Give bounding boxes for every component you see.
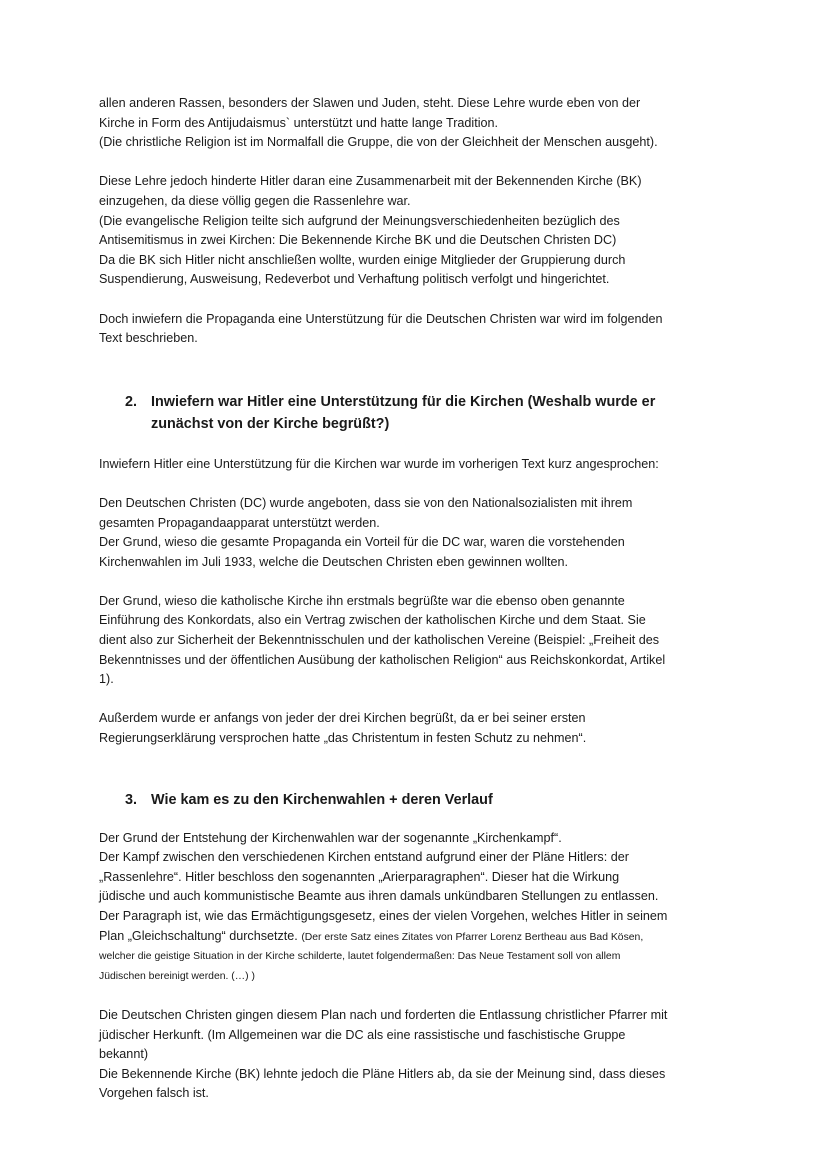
document-body bbox=[99, 94, 739, 1124]
text-line: (Die christliche Religion ist im Normalfall die Gruppe, die von der Gleichheit der Menschen ausgeht). bbox=[99, 135, 658, 150]
text-line: Antisemitismus in zwei Kirchen: Die Bekennende Kirche BK und die Deutschen Christen DC) bbox=[99, 233, 617, 248]
text-segment: Plan „Gleichschaltung“ durchsetzte. bbox=[99, 928, 302, 943]
paragraph-regierungserklaerung bbox=[99, 709, 739, 748]
paragraph-bekennende-kirche bbox=[99, 172, 739, 290]
heading-line: Wie kam es zu den Kirchenwahlen + deren Verlauf bbox=[151, 791, 493, 808]
text-line: Der Grund, wieso die katholische Kirche ihn erstmals begrüßte war die ebenso oben genannte bbox=[99, 593, 625, 608]
quote-text-small: Jüdischen bereinigt werden. (…) ) bbox=[99, 970, 255, 982]
section-heading-2 bbox=[99, 391, 739, 435]
text-line: einzugehen, da diese völlig gegen die Rassenlehre war. bbox=[99, 193, 411, 208]
text-line: Suspendierung, Ausweisung, Redeverbot und Verhaftung politisch verfolgt und hingerichtet. bbox=[99, 272, 610, 287]
text-line: Der Paragraph ist, wie das Ermächtigungsgesetz, eines der vielen Vorgehen, welches Hitler in seinem bbox=[99, 909, 668, 923]
text-line: Außerdem wurde er anfangs von jeder der drei Kirchen begrüßt, da er bei seiner ersten bbox=[99, 711, 586, 726]
paragraph-propaganda-transition bbox=[99, 310, 739, 349]
text-line: Der Kampf zwischen den verschiedenen Kirchen entstand aufgrund einer der Pläne Hitlers: der bbox=[99, 850, 629, 865]
text-line: jüdische und auch kommunistische Beamte aus ihren damals unkündbaren Stellungen zu entlassen. bbox=[99, 889, 659, 904]
paragraph-dc-bk-positions bbox=[99, 1006, 739, 1104]
text-line: Kirche in Form des Antijudaismus` unterstützt und hatte lange Tradition. bbox=[99, 115, 499, 130]
text-line: gesamten Propagandaapparat unterstützt werden. bbox=[99, 515, 380, 530]
text-line: Kirchenwahlen im Juli 1933, welche die Deutschen Christen eben gewinnen wollten. bbox=[99, 554, 569, 569]
text-line: bekannt) bbox=[99, 1047, 149, 1062]
section-number: 3. bbox=[125, 791, 138, 808]
text-line: allen anderen Rassen, besonders der Slawen und Juden, steht. Diese Lehre wurde eben von der bbox=[99, 96, 641, 110]
text-line: Die Deutschen Christen gingen diesem Plan nach und forderten die Entlassung christlicher Pfarrer mit bbox=[99, 1007, 668, 1022]
text-line: Regierungserklärung versprochen hatte „das Christentum in festen Schutz zu nehmen“. bbox=[99, 731, 587, 746]
text-line: Bekenntnisses und der öffentlichen Ausübung der katholischen Religion“ aus Reichskonkordat, Artikel bbox=[99, 652, 666, 667]
text-line: Der Grund der Entstehung der Kirchenwahlen war der sogenannte „Kirchenkampf“. bbox=[99, 830, 562, 845]
text-line: Inwiefern Hitler eine Unterstützung für die Kirchen war wurde im vorherigen Text kurz angesprochen: bbox=[99, 456, 659, 471]
text-line: Der Grund, wieso die gesamte Propaganda ein Vorteil für die DC war, waren die vorstehenden bbox=[99, 535, 625, 550]
paragraph-unterstuetzung-intro bbox=[99, 455, 739, 475]
paragraph-deutsche-christen bbox=[99, 494, 739, 572]
section-number: 2. bbox=[125, 393, 138, 410]
text-line-mixed bbox=[99, 927, 739, 948]
quote-text-small: welcher die geistige Situation in der Kirche schilderte, lautet folgendermaßen: Das Neue Testament soll von allem bbox=[99, 951, 621, 963]
text-line: „Rassenlehre“. Hitler beschloss den sogenannten „Arierparagraphen“. Dieser hat die Wirkung bbox=[99, 869, 620, 884]
heading-line: zunächst von der Kirche begrüßt?) bbox=[151, 415, 390, 432]
text-line: dient also zur Sicherheit der Bekenntnisschulen und der katholischen Vereine (Beispiel: „Freiheit des bbox=[99, 633, 660, 648]
text-line: Vorgehen falsch ist. bbox=[99, 1086, 209, 1101]
paragraph-rassenlehre-intro bbox=[99, 94, 739, 153]
text-line: Text beschrieben. bbox=[99, 331, 198, 346]
text-line: Den Deutschen Christen (DC) wurde angeboten, dass sie von den Nationalsozialisten mit ihrem bbox=[99, 495, 633, 510]
text-line: Einführung des Konkordats, also ein Vertrag zwischen der katholischen Kirche und dem Staat. Sie bbox=[99, 613, 646, 628]
quote-text-small: (Der erste Satz eines Zitates von Pfarrer Lorenz Bertheau aus Bad Kösen, bbox=[301, 931, 644, 943]
paragraph-kirchenkampf bbox=[99, 829, 739, 987]
text-line: jüdischer Herkunft. (Im Allgemeinen war die DC als eine rassistische und faschistische Gruppe bbox=[99, 1027, 626, 1042]
text-line: Doch inwiefern die Propaganda eine Unterstützung für die Deutschen Christen war wird im folgenden bbox=[99, 311, 663, 326]
section-heading-3 bbox=[99, 789, 739, 811]
text-line: 1). bbox=[99, 672, 114, 687]
heading-line: Inwiefern war Hitler eine Unterstützung für die Kirchen (Weshalb wurde er bbox=[151, 393, 656, 410]
text-line: (Die evangelische Religion teilte sich aufgrund der Meinungsverschiedenheiten bezüglich des bbox=[99, 213, 620, 228]
text-line: Da die BK sich Hitler nicht anschließen wollte, wurden einige Mitglieder der Gruppierung durch bbox=[99, 252, 626, 267]
text-line: Die Bekennende Kirche (BK) lehnte jedoch die Pläne Hitlers ab, da sie der Meinung sind, dass dieses bbox=[99, 1066, 666, 1081]
text-line: Diese Lehre jedoch hinderte Hitler daran eine Zusammenarbeit mit der Bekennenden Kirche (BK) bbox=[99, 174, 642, 189]
paragraph-konkordat bbox=[99, 592, 739, 690]
